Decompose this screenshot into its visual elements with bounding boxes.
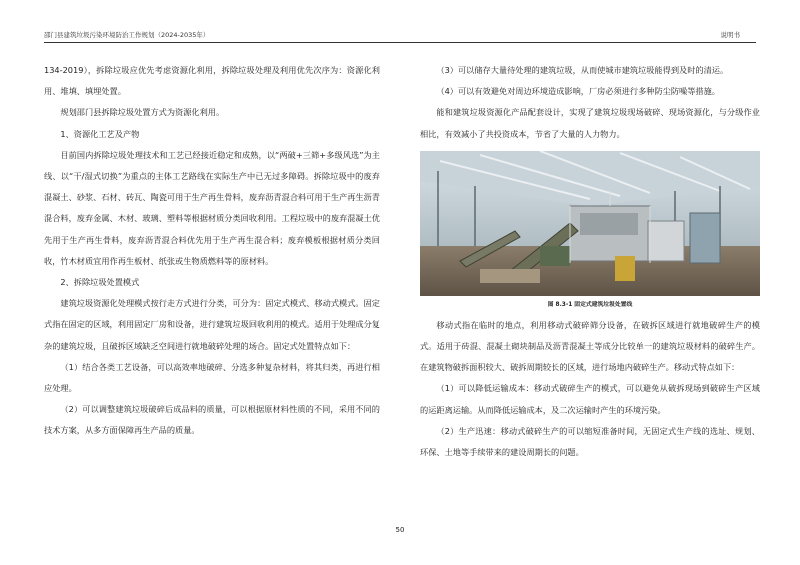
section-heading: 2、拆除垃圾处置模式	[60, 277, 140, 288]
paragraph: 移动式指在临时的地点，利用移动式破碎筛分设备，在破拆区域进行就地破碎生产的模式。适用于砖混、混凝土砌块制品及沥青混凝土等成分比较单一的建筑垃圾材料的破碎生产。在建筑物破拆面积较大、破拆周期较长的区域，进行场地内破碎生产。移动式特点如下：	[420, 319, 760, 373]
paragraph: 建筑垃圾资源化处理模式按行走方式进行分类，可分为：固定式模式、移动式模式。固定式指在固定的区域，利用固定厂房和设备，进行建筑垃圾回收利用的模式。适用于处理成分复杂的建筑垃圾，且破拆区域缺乏空间进行就地破碎处理的场合。固定式处置特点如下：	[44, 298, 380, 351]
list-item: （2）可以调整建筑垃圾破碎后成品料的质量，可以根据原材料性质的不同，采用不同的技术方案，从多方面保障再生产品的质量。	[44, 404, 380, 436]
list-item: （4）可以有效避免对周边环境造成影响，厂房必须进行多种防尘防噪等措施。	[436, 86, 720, 97]
header-divider	[44, 42, 756, 43]
paragraph: 规划邵门县拆除垃圾处置方式为资源化利用。	[60, 107, 225, 118]
document-header-section: 说明书	[720, 31, 740, 39]
list-item: （1）结合各类工艺设备，可以高效率地破碎、分选多种复杂材料，将其归类，再进行相应处理。	[44, 361, 380, 394]
list-item: （1）可以降低运输成本：移动式破碎生产的模式，可以避免从破拆现场到破碎生产区域的运距离运输。从而降低运输成本，及二次运输时产生的环境污染。	[420, 383, 760, 415]
section-heading: 1、资源化工艺及产物	[60, 128, 140, 139]
document-header-title: 邵门县建筑垃圾污染环境防治工作规划（2024-2035年）	[44, 31, 210, 39]
paragraph: 134-2019），拆除垃圾应优先考虑资源化利用，拆除垃圾处理及利用优先次序为：资源化利用、堆填、填埋处置。	[44, 65, 380, 97]
left-column	[44, 60, 380, 442]
processing-line-photo	[420, 151, 760, 296]
right-column	[420, 60, 760, 463]
paragraph: 目前国内拆除垃圾处理技术和工艺已经接近稳定和成熟，以“两破+三筛+多级风选”为主线、以“干/湿式切换”为重点的主体工艺路线在实际生产中已无过多障碍。拆除垃圾中的废弃混凝土、砂浆、石材、砖瓦、陶瓷可用于生产再生骨料，废弃沥青混合料可用于生产再生沥青混合料，废弃金属、木材、玻璃、塑料等根据材质分类回收利用。工程垃圾中的废弃混凝土优先用于生产再生骨料，废弃沥青混合料优先用于生产再生混合料；废弃模板根据材质分类回收，竹木材质宜用作再生板材、纸张或生物质燃料等的原材料。	[44, 149, 380, 266]
figure-caption: 图 8.3-1 固定式建筑垃圾处置线	[547, 301, 633, 308]
list-item: （3）可以储存大量待处理的建筑垃圾，从而使城市建筑垃圾能得到及时的清运。	[436, 65, 729, 75]
list-item: （2）生产迅速：移动式破碎生产的可以缩短准备时间，无固定式生产线的选址、规划、环保、土地等手续带来的建设周期长的问题。	[420, 425, 760, 458]
paragraph: 能和建筑垃圾资源化产品配套设计，实现了建筑垃圾现场破碎、现场资源化，与分级作业相比，有效减小了共投资成本，节省了大量的人力物力。	[420, 107, 760, 139]
page-number: 50	[395, 526, 405, 534]
